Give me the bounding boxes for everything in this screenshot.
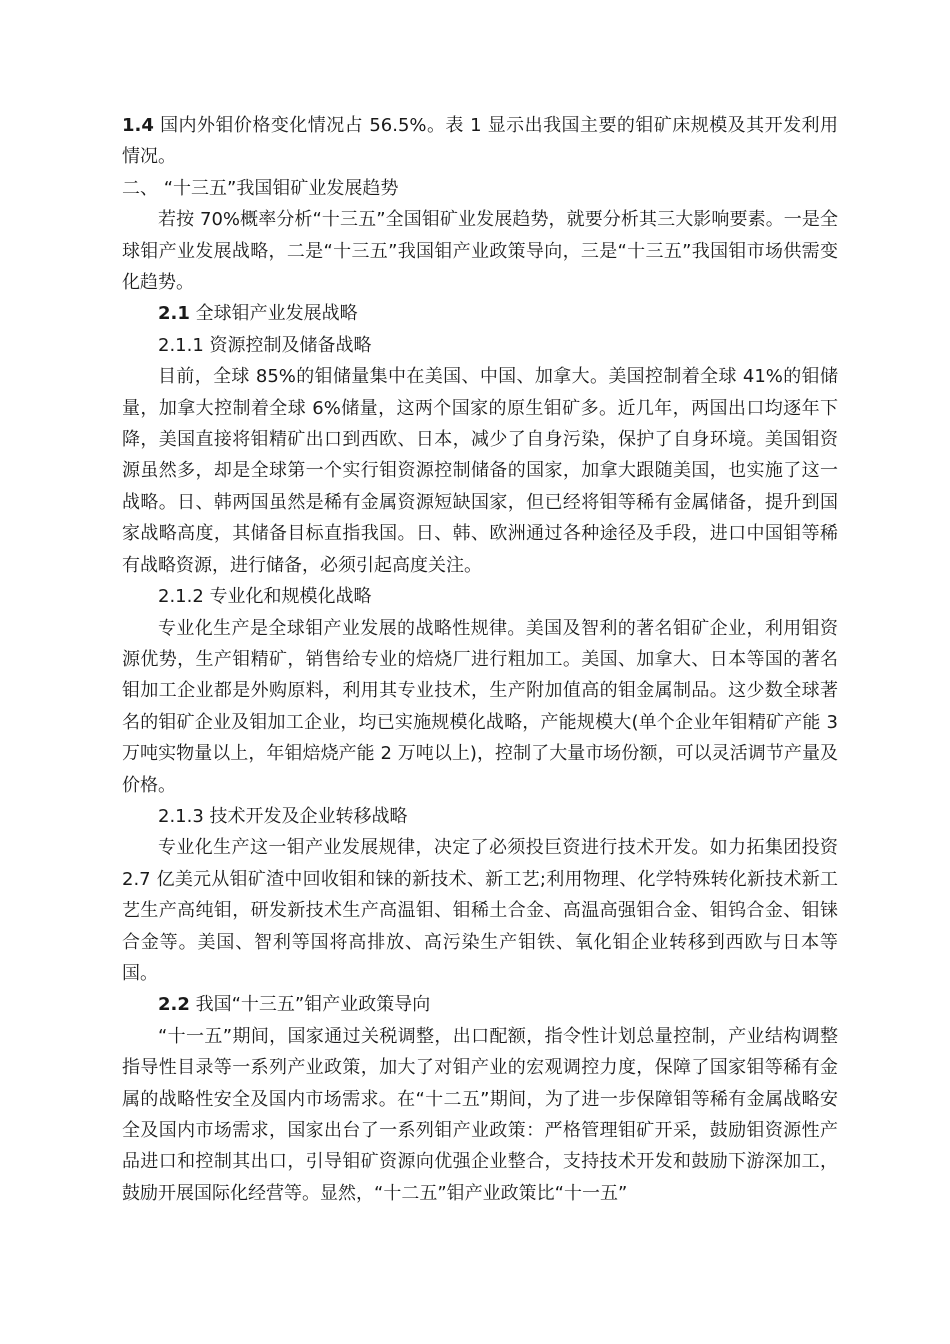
document-body <box>122 110 838 1209</box>
heading-text: 我国“十三五”钼产业政策导向 <box>189 994 431 1016</box>
heading-2-1-3: 2.1.3 技术开发及企业转移战略 <box>158 805 408 827</box>
heading-2-1-2: 2.1.2 专业化和规模化战略 <box>158 586 372 608</box>
section-number: 1.4 <box>122 115 154 136</box>
section-number: 2.1 <box>158 303 190 325</box>
paragraph-resource-control: 目前，全球 85%的钼储量集中在美国、中国、加拿大。美国控制着全球 41%的钼储量，加拿大控制着全球 6%储量，这两个国家的原生钼矿多。近几年，两国出口均逐年下降，美国直接将钼精矿出口到西欧、日本，减少了自身污染，保护了自身环境。美国钼资源虽然多，却是全球第一个实行钼资源控制储备的国家，加拿大跟随美国，也实施了这一战略。日、韩两国虽然是稀有金属资源短缺国家，但已经将钼等稀有金属储备，提升到国家战略高度，其储备目标直指我国。日、韩、欧洲通过各种途径及手段，进口中国钼等稀有战略资源，进行储备，必须引起高度关注。 <box>122 366 838 576</box>
heading-2-1-1: 2.1.1 资源控制及储备战略 <box>158 334 372 356</box>
heading-2-1 <box>122 298 838 329</box>
heading-text: 全球钼产业发展战略 <box>189 303 358 325</box>
paragraph-technology: 专业化生产这一钼产业发展规律，决定了必须投巨资进行技术开发。如力拓集团投资 2.7 亿美元从钼矿渣中回收钼和铼的新技术、新工艺;利用物理、化学特殊转化新技术新工艺生产高纯钼，研发新技术生产高温钼、钼稀土合金、高温高强钼合金、钼钨合金、钼铼合金等。美国、智利等国将高排放、高污染生产钼铁、氧化钼企业转移到西欧与日本等国。 <box>122 837 838 984</box>
heading-section-2: 二、 “十三五”我国钼矿业发展趋势 <box>122 177 399 199</box>
heading-2-2 <box>122 989 838 1020</box>
paragraph-intro: 若按 70%概率分析“十三五”全国钼矿业发展趋势，就要分析其三大影响要素。一是全球钼产业发展战略，二是“十三五”我国钼产业政策导向，三是“十三五”我国钼市场供需变化趋势。 <box>122 209 838 294</box>
paragraph-text: 国内外钼价格变化情况占 56.5%。表 1 显示出我国主要的钼矿床规模及其开发利用情况。 <box>122 115 838 168</box>
paragraph-specialization: 专业化生产是全球钼产业发展的战略性规律。美国及智利的著名钼矿企业，利用钼资源优势，生产钼精矿，销售给专业的焙烧厂进行粗加工。美国、加拿大、日本等国的著名钼加工企业都是外购原料，利用其专业技术，生产附加值高的钼金属制品。这少数全球著名的钼矿企业及钼加工企业，均已实施规模化战略，产能规模大(单个企业年钼精矿产能 3 万吨实物量以上，年钼焙烧产能 2 万吨以上)，控制了大量市场份额，可以灵活调节产量及价格。 <box>122 617 838 796</box>
paragraph-policy: “十一五”期间，国家通过关税调整，出口配额，指令性计划总量控制，产业结构调整指导性目录等一系列产业政策，加大了对钼产业的宏观调控力度，保障了国家钼等稀有金属的战略性安全及国内市场需求。在“十二五”期间，为了进一步保障钼等稀有金属战略安全及国内市场需求，国家出台了一系列钼产业政策：严格管理钼矿开采，鼓励钼资源性产品进口和控制其出口，引导钼矿资源向优强企业整合，支持技术开发和鼓励下游深加工，鼓励开展国际化经营等。显然，“十二五”钼产业政策比“十一五” <box>122 1025 838 1204</box>
section-number: 2.2 <box>158 994 190 1016</box>
paragraph-1-4 <box>122 110 838 173</box>
